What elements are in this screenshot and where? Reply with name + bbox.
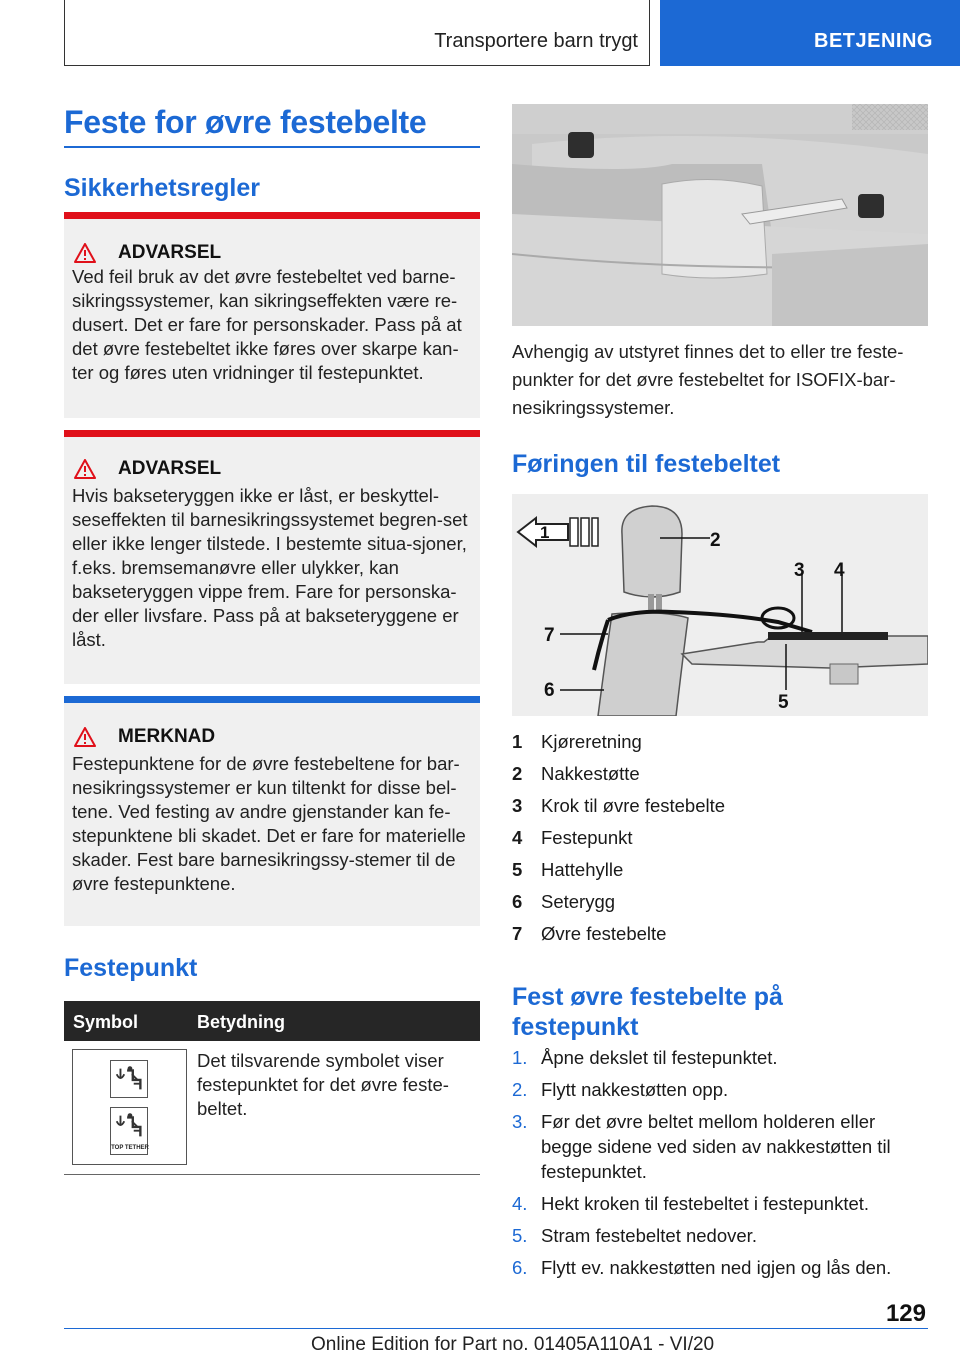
header-section-title: Transportere barn trygt xyxy=(434,30,638,52)
attach-steps xyxy=(512,1045,928,1287)
step-item: 6. Flytt ev. nakkestøtten ned igjen og lås den. xyxy=(512,1257,892,1278)
callout-1: 1 xyxy=(540,523,550,542)
table-bottom-rule xyxy=(64,1174,480,1175)
legend-item: 6 Seterygg xyxy=(512,891,616,912)
routing-diagram xyxy=(512,494,928,716)
header-chapter-label: BETJENING xyxy=(814,30,933,52)
table-header xyxy=(64,1001,480,1041)
note-text: Festepunktene for de øvre festebeltene for bar-nesikringssystemer er kun tiltenkt for disse bel-tene. Ved festing av andre gjenstander kan fe-stepunktene bli skadet. Det er fare for materielle skader. Fest bare barnesikringssy-stemer til de øvre festepunktene. xyxy=(72,753,466,894)
callout-6: 6 xyxy=(544,680,555,701)
step-item: 5. Stram festebeltet nedover. xyxy=(512,1225,757,1246)
note-triangle-icon xyxy=(74,727,96,747)
warning-text: Hvis bakseteryggen ikke er låst, er beskyttel-seseffekten til barnesikringssystemet begren-set eller ikke lenger tilstede. I bestemte situa-sjoner, f.eks. bremsemanøvre eller ulykker, kan bakseteryggen vippe frem. Fare for personska-der eller livsfare. Pass på at bakseteryggene er låst. xyxy=(72,485,468,650)
title-rule xyxy=(64,146,480,148)
festepunkt-heading: Festepunkt xyxy=(64,954,198,982)
footer-edition: Online Edition for Part no. 01405A110A1 - VI/20 xyxy=(311,1334,715,1355)
page-title: Feste for øvre festebelte xyxy=(64,104,427,140)
col-meaning: Betydning xyxy=(197,1012,285,1032)
note-bar xyxy=(64,696,480,703)
step-item: 4. Hekt kroken til festebeltet i festepunktet. xyxy=(512,1193,870,1214)
top-tether-label: TOP TETHER xyxy=(111,1145,149,1151)
warning-type: ADVARSEL xyxy=(118,242,222,263)
warning-box-1 xyxy=(64,212,480,418)
warning-text: Ved feil bruk av det øvre festebeltet ved barne-sikringssystemer, kan sikringseffekten være re-dusert. Det er fare for personskader. Pass på at det øvre festebeltet ikke føres over skarpe kan-ter og føres uten vridninger til festepunktet. xyxy=(72,266,462,383)
callout-5: 5 xyxy=(778,692,789,713)
safety-heading: Sikkerhetsregler xyxy=(64,174,260,202)
legend-item: 5 Hattehylle xyxy=(512,859,624,880)
callout-7: 7 xyxy=(544,625,555,646)
callout-3: 3 xyxy=(794,560,805,581)
legend-item: 7 Øvre festebelte xyxy=(512,923,667,944)
diagram-legend xyxy=(512,726,928,950)
legend-item: 1 Kjøreretning xyxy=(512,731,642,752)
step-item: 1. Åpne dekslet til festepunktet. xyxy=(512,1047,778,1068)
callout-4: 4 xyxy=(834,560,845,581)
legend-item: 2 Nakkestøtte xyxy=(512,763,640,784)
attach-heading: Fest øvre festebelte på festepunkt xyxy=(512,983,783,1041)
symbol-cell xyxy=(72,1049,187,1165)
page-number: 129 xyxy=(885,1300,926,1327)
child-seat-anchor-icon xyxy=(110,1060,148,1098)
warning-type: ADVARSEL xyxy=(118,458,222,479)
warning-box-2 xyxy=(64,430,480,684)
warning-bar xyxy=(64,212,480,219)
col-symbol: Symbol xyxy=(73,1012,139,1032)
footer-rule xyxy=(64,1328,928,1329)
step-item: 3. Før det øvre beltet mellom holderen eller begge sidene ved siden av nakkestøtten til festepunktet. xyxy=(512,1111,891,1182)
warning-bar xyxy=(64,430,480,437)
legend-item: 3 Krok til øvre festebelte xyxy=(512,795,726,816)
meaning-cell: Det tilsvarende symbolet viser festepunktet for det øvre feste-beltet. xyxy=(197,1050,449,1119)
note-type: MERKNAD xyxy=(118,726,216,747)
routing-heading: Føringen til festebeltet xyxy=(512,450,781,478)
step-item: 2. Flytt nakkestøtten opp. xyxy=(512,1079,729,1100)
top-tether-icon xyxy=(110,1107,148,1155)
warning-triangle-icon xyxy=(74,459,96,479)
note-box xyxy=(64,696,480,926)
legend-item: 4 Festepunkt xyxy=(512,827,633,848)
header-chapter-tab xyxy=(660,0,960,66)
photo-caption: Avhengig av utstyret finnes det to eller tre feste-punkter for det øvre festebeltet for ISOFIX-bar-nesikringssystemer. xyxy=(512,341,904,418)
warning-triangle-icon xyxy=(74,243,96,263)
rear-shelf-photo xyxy=(512,104,928,326)
callout-2: 2 xyxy=(710,530,721,551)
